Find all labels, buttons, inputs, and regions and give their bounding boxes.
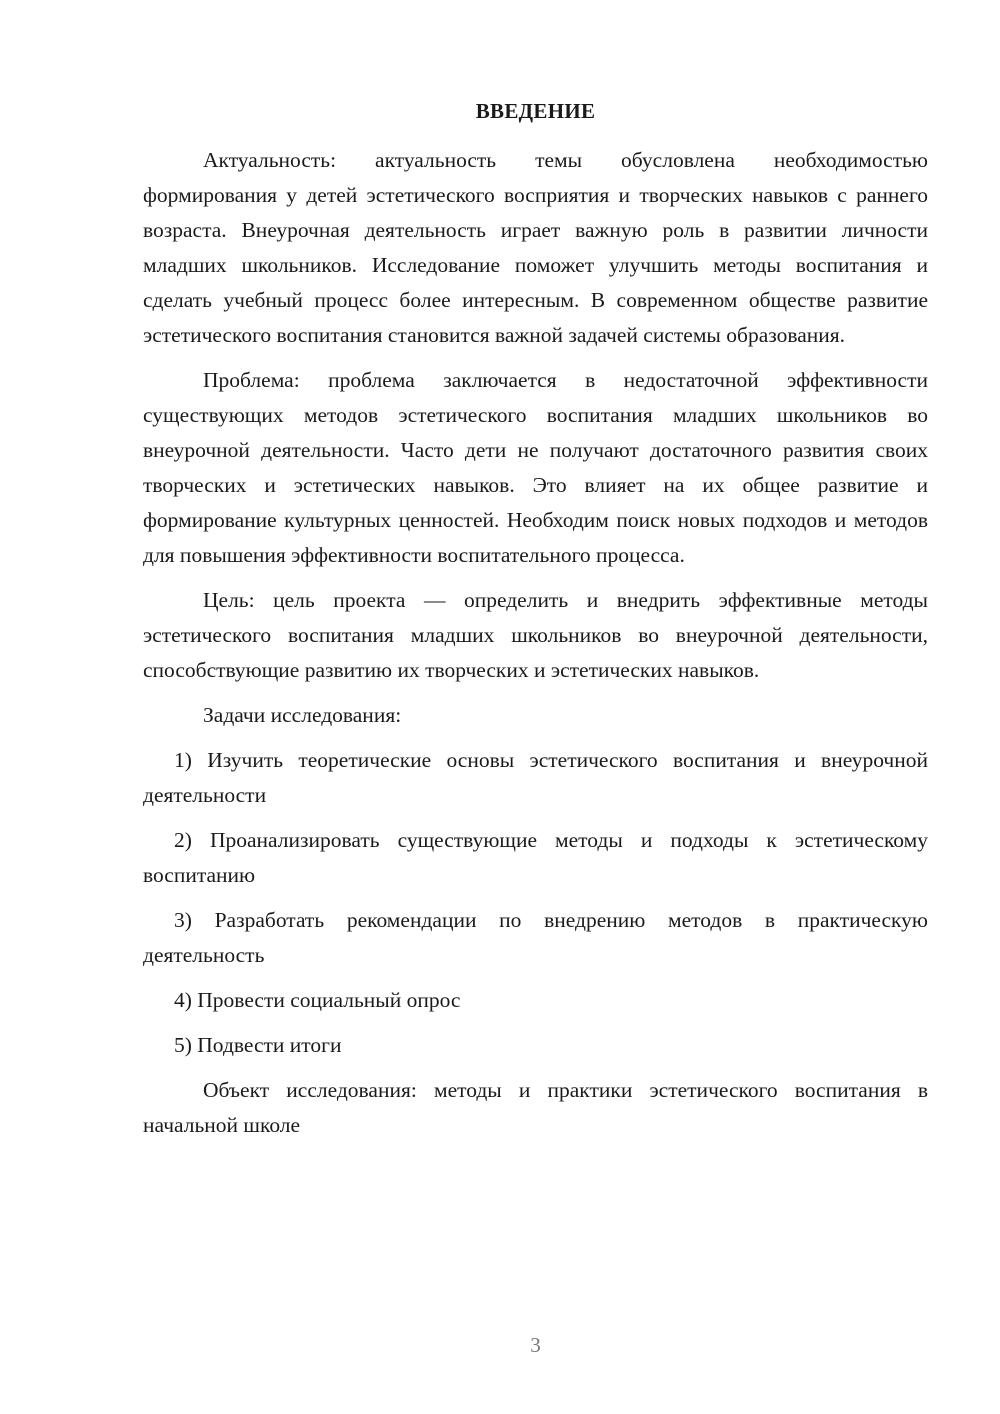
list-item: 3) Разработать рекомендации по внедрению методов в практическую деятельность (143, 908, 928, 967)
tasks-list (143, 743, 928, 1063)
paragraph-goal: Цель: цель проекта — определить и внедрить эффективные методы эстетического воспитания младших школьников во внеурочной деятельности, способствующие развитию их творческих и эстетических навыков. (143, 588, 928, 682)
document-body (143, 143, 928, 1143)
document-page (143, 0, 928, 1414)
list-item: 1) Изучить теоретические основы эстетического воспитания и внеурочной деятельности (143, 748, 928, 807)
page-title: ВВЕДЕНИЕ (475, 99, 596, 123)
list-item: 4) Провести социальный опрос (174, 988, 461, 1012)
paragraph-problem: Проблема: проблема заключается в недостаточной эффективности существующих методов эстетического воспитания младших школьников во внеурочной деятельности. Часто дети не получают достаточного развития своих творческих и эстетических навыков. Это влияет на их общее развитие и формирование культурных ценностей. Необходим поиск новых подходов и методов для повышения эффективности воспитательного процесса. (143, 368, 928, 567)
paragraph-relevance: Актуальность: актуальность темы обусловлена необходимостью формирования у детей эстетического восприятия и творческих навыков с раннего возраста. Внеурочная деятельность играет важную роль в развитии личности младших школьников. Исследование поможет улучшить методы воспитания и сделать учебный процесс более интересным. В современном обществе развитие эстетического воспитания становится важной задачей системы образования. (143, 148, 928, 347)
list-item: 2) Проанализировать существующие методы и подходы к эстетическому воспитанию (143, 828, 928, 887)
tasks-heading: Задачи исследования: (203, 703, 402, 727)
list-item: 5) Подвести итоги (174, 1033, 342, 1057)
paragraph-object: Объект исследования: методы и практики эстетического воспитания в начальной школе (143, 1078, 928, 1137)
page-number: 3 (530, 1333, 541, 1357)
